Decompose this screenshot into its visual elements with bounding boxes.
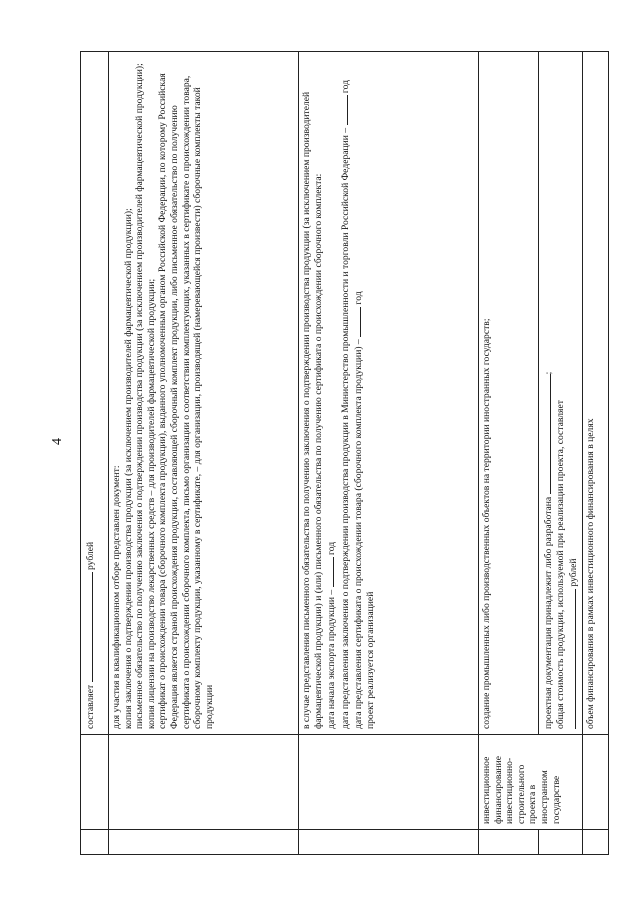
empty-cell — [479, 830, 539, 855]
value-cell — [539, 52, 583, 735]
blank-field — [338, 95, 348, 125]
table-row — [583, 52, 609, 855]
blank-field — [566, 589, 576, 729]
text-line: рублей — [85, 541, 96, 570]
label-cell — [109, 735, 299, 830]
text-line: дата представления сертификата о происхождении товара (сборочного комплекта продукции) – год — [353, 291, 365, 729]
text-line: общая стоимость продукции, используемой при реализации проекта, составляет — [554, 400, 566, 729]
value-cell — [479, 52, 539, 735]
form-table — [80, 51, 609, 855]
page-number: 4 — [50, 438, 65, 445]
label-cell — [479, 735, 583, 830]
label-cell — [299, 735, 479, 830]
empty-cell — [109, 830, 299, 855]
text-line: составляет — [85, 684, 96, 729]
text-line: проектная документация принадлежит либо разработана ; — [543, 371, 554, 729]
table-row — [81, 52, 109, 855]
value-cell — [583, 52, 609, 735]
empty-cell — [583, 830, 609, 855]
table-row — [479, 52, 539, 855]
text-line: рублей — [566, 57, 580, 729]
text-line: для участия в квалификационном отборе представлен документ: — [111, 465, 122, 729]
text-line: письменное обязательство по получению заключения о подтверждении производства продукции (за исключением производителей фармацевтической продукции); — [134, 63, 146, 729]
table-row — [299, 52, 479, 855]
empty-cell — [299, 830, 479, 855]
text-line: дата представления заключения о подтверждении производства продукции в Министерство промышленности и торговли Российской Федерации – год — [339, 79, 351, 729]
empty-cell — [539, 830, 583, 855]
text-line: копия лицензии на производство лекарственных средств – для производителей фармацевтической продукции; — [145, 278, 157, 729]
blank-field — [324, 557, 334, 587]
blank-field — [83, 572, 93, 682]
value-cell — [299, 52, 479, 735]
text-line: создание промышленных либо производственных объектов на территории иностранных государств; — [481, 318, 492, 729]
value-cell — [109, 52, 299, 735]
rotated-form-table — [80, 63, 608, 855]
text-line: в случае представления письменного обязательства по получению заключения о подтверждении производства продукции (за исключением производителей фармацевтической продукции) и (или) письменного обязательства по получению сертификата о происхождении сборочного комплекта: — [301, 91, 324, 729]
table-row — [539, 52, 583, 855]
text-line: объем финансирования в рамках инвестиционного финансирования в целях — [585, 418, 596, 729]
blank-field — [351, 307, 361, 337]
label-cell — [583, 735, 609, 830]
text-line: проект реализуется организацией — [364, 591, 376, 729]
text-line: копия заключения о подтверждении производства продукции (за исключением производителей фармацевтической продукции); — [122, 208, 134, 729]
text-line: сертификат о происхождении товара (сборочного комплекта продукции), выданного уполномоченным органом Российской Федерации, по которому Российская Федерация является страной происхождения продукции, составляющей сборочный комплект продукции, либо письменное обязательство по получению сертификата о происхождении сборочного комплекта, письмо организации о соответствии комплектующих, указанных в сертификате о происхождении товара, сборочному комплекту продукции, указанному в сертификате, – для организации, производящей (намеревающейся произвести) сборочные комплекты такой продукции — [157, 73, 215, 729]
text-line: дата начала экспорта продукции – год — [326, 541, 338, 729]
table-row — [109, 52, 299, 855]
empty-cell — [81, 830, 109, 855]
value-cell — [81, 52, 109, 735]
row-label: инвестиционное финансирование инвестиционно-строительного проекта в иностранном государстве — [481, 755, 562, 824]
label-cell — [81, 735, 109, 830]
blank-field — [541, 374, 551, 494]
